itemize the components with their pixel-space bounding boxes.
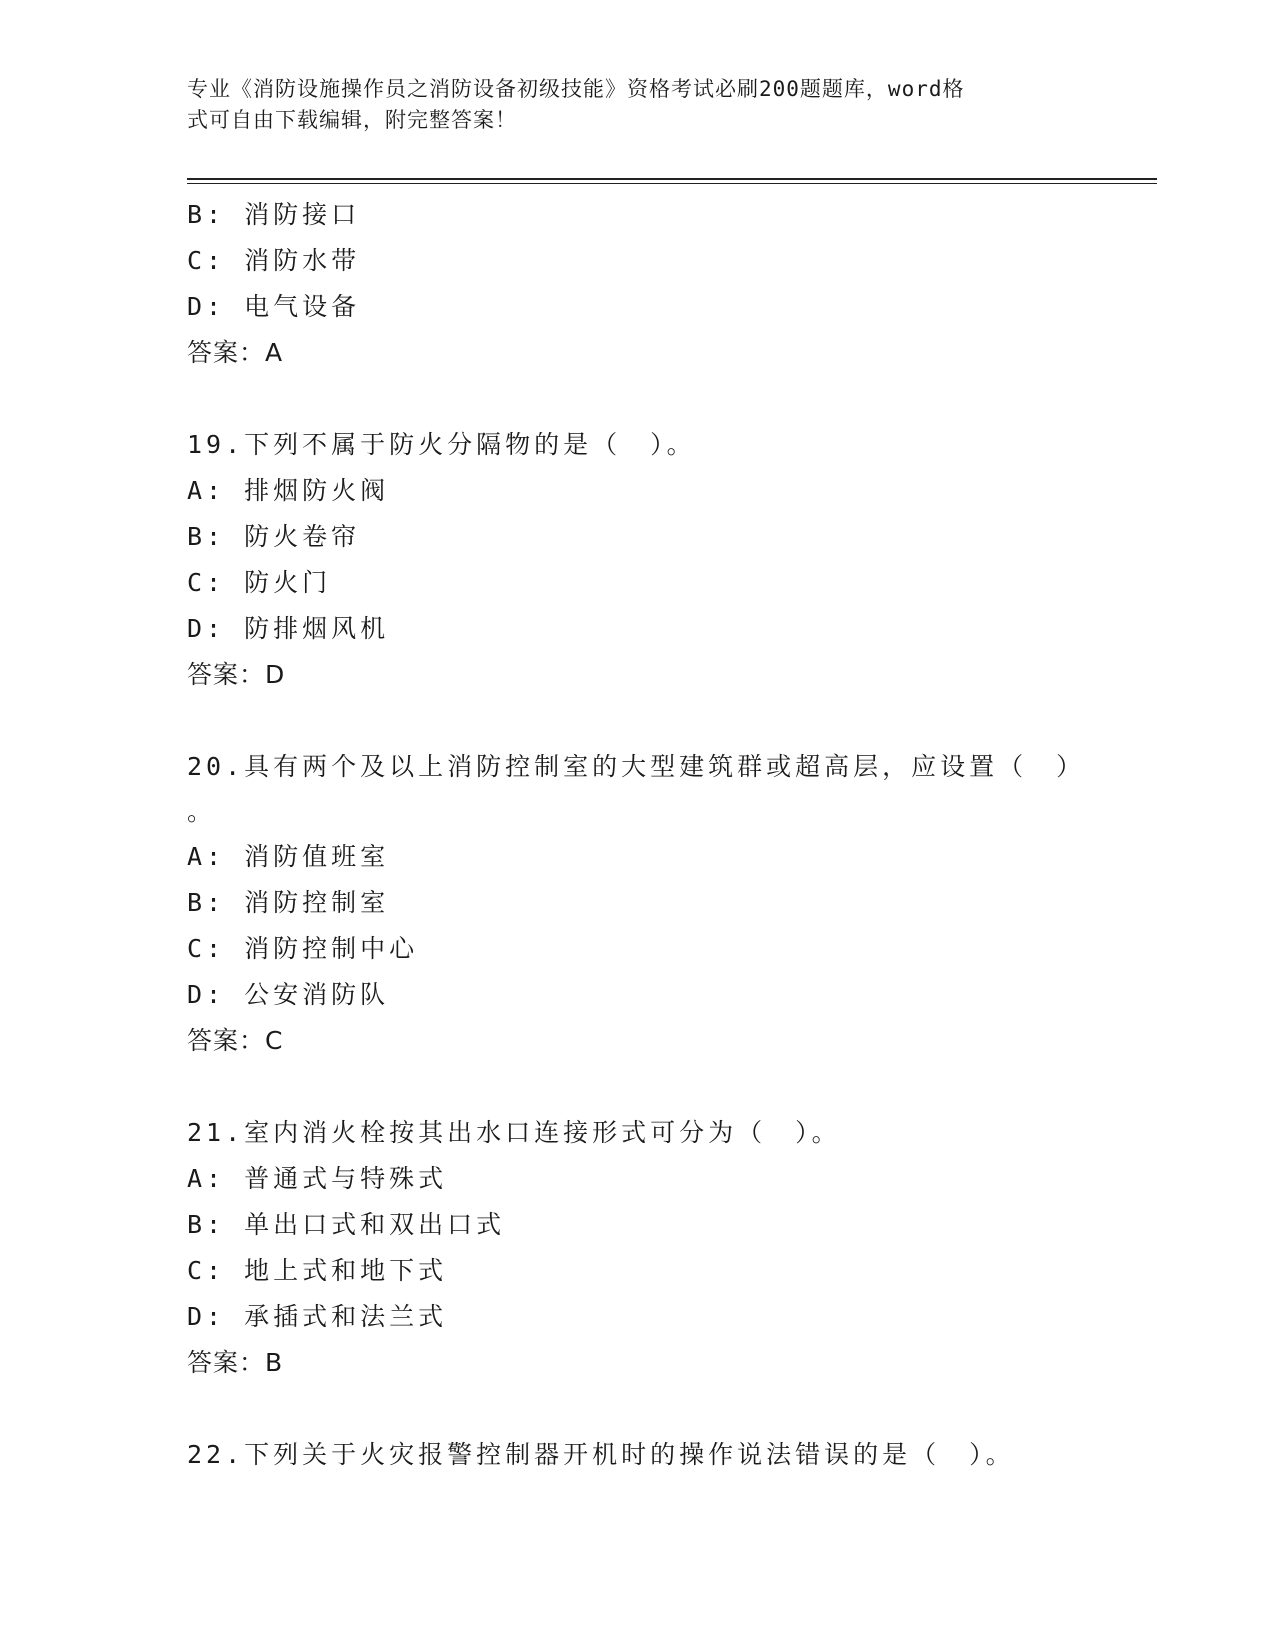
question-stem: 22.下列关于火灾报警控制器开机时的操作说法错误的是（ ）。 [187,1440,1015,1469]
option-b: B: 防火卷帘 [187,522,361,551]
answer-text: 答案：A [187,338,284,367]
option-b: B: 单出口式和双出口式 [187,1210,506,1239]
option-c: C: 消防水带 [187,246,361,275]
option-d: D: 公安消防队 [187,980,390,1009]
option-c: C: 防火门 [187,568,332,597]
option-a: A: 排烟防火阀 [187,476,390,505]
question-list [187,192,1157,1478]
question-stem: 21.室内消火栓按其出水口连接形式可分为（ ）。 [187,1118,841,1147]
question-21 [187,1110,1157,1386]
spacer [187,376,1157,422]
question-stem: 20.具有两个及以上消防控制室的大型建筑群或超高层，应设置（ ） [187,752,1086,781]
header-divider-thin [187,183,1157,184]
answer-text: 答案：B [187,1348,284,1377]
header-divider-thick [187,178,1157,180]
option-d: D: 防排烟风机 [187,614,390,643]
spacer [187,1386,1157,1432]
option-b: B: 消防接口 [187,200,361,229]
question-20 [187,744,1157,1064]
document-header [187,74,1077,136]
option-a: A: 消防值班室 [187,842,390,871]
option-b: B: 消防控制室 [187,888,390,917]
spacer [187,1064,1157,1110]
option-d: D: 电气设备 [187,292,361,321]
option-d: D: 承插式和法兰式 [187,1302,448,1331]
spacer [187,698,1157,744]
header-line-2: 式可自由下载编辑，附完整答案！ [187,108,517,132]
answer-text: 答案：C [187,1026,284,1055]
question-19 [187,422,1157,698]
answer-text: 答案：D [187,660,286,689]
question-stem: 19.下列不属于防火分隔物的是（ ）。 [187,430,696,459]
header-line-1: 专业《消防设施操作员之消防设备初级技能》资格考试必刷200题题库，word格 [187,77,965,101]
option-c: C: 地上式和地下式 [187,1256,448,1285]
question-stem-continuation: 。 [187,797,217,826]
question-18-tail [187,192,1157,376]
option-a: A: 普通式与特殊式 [187,1164,448,1193]
question-22 [187,1432,1157,1478]
option-c: C: 消防控制中心 [187,934,419,963]
